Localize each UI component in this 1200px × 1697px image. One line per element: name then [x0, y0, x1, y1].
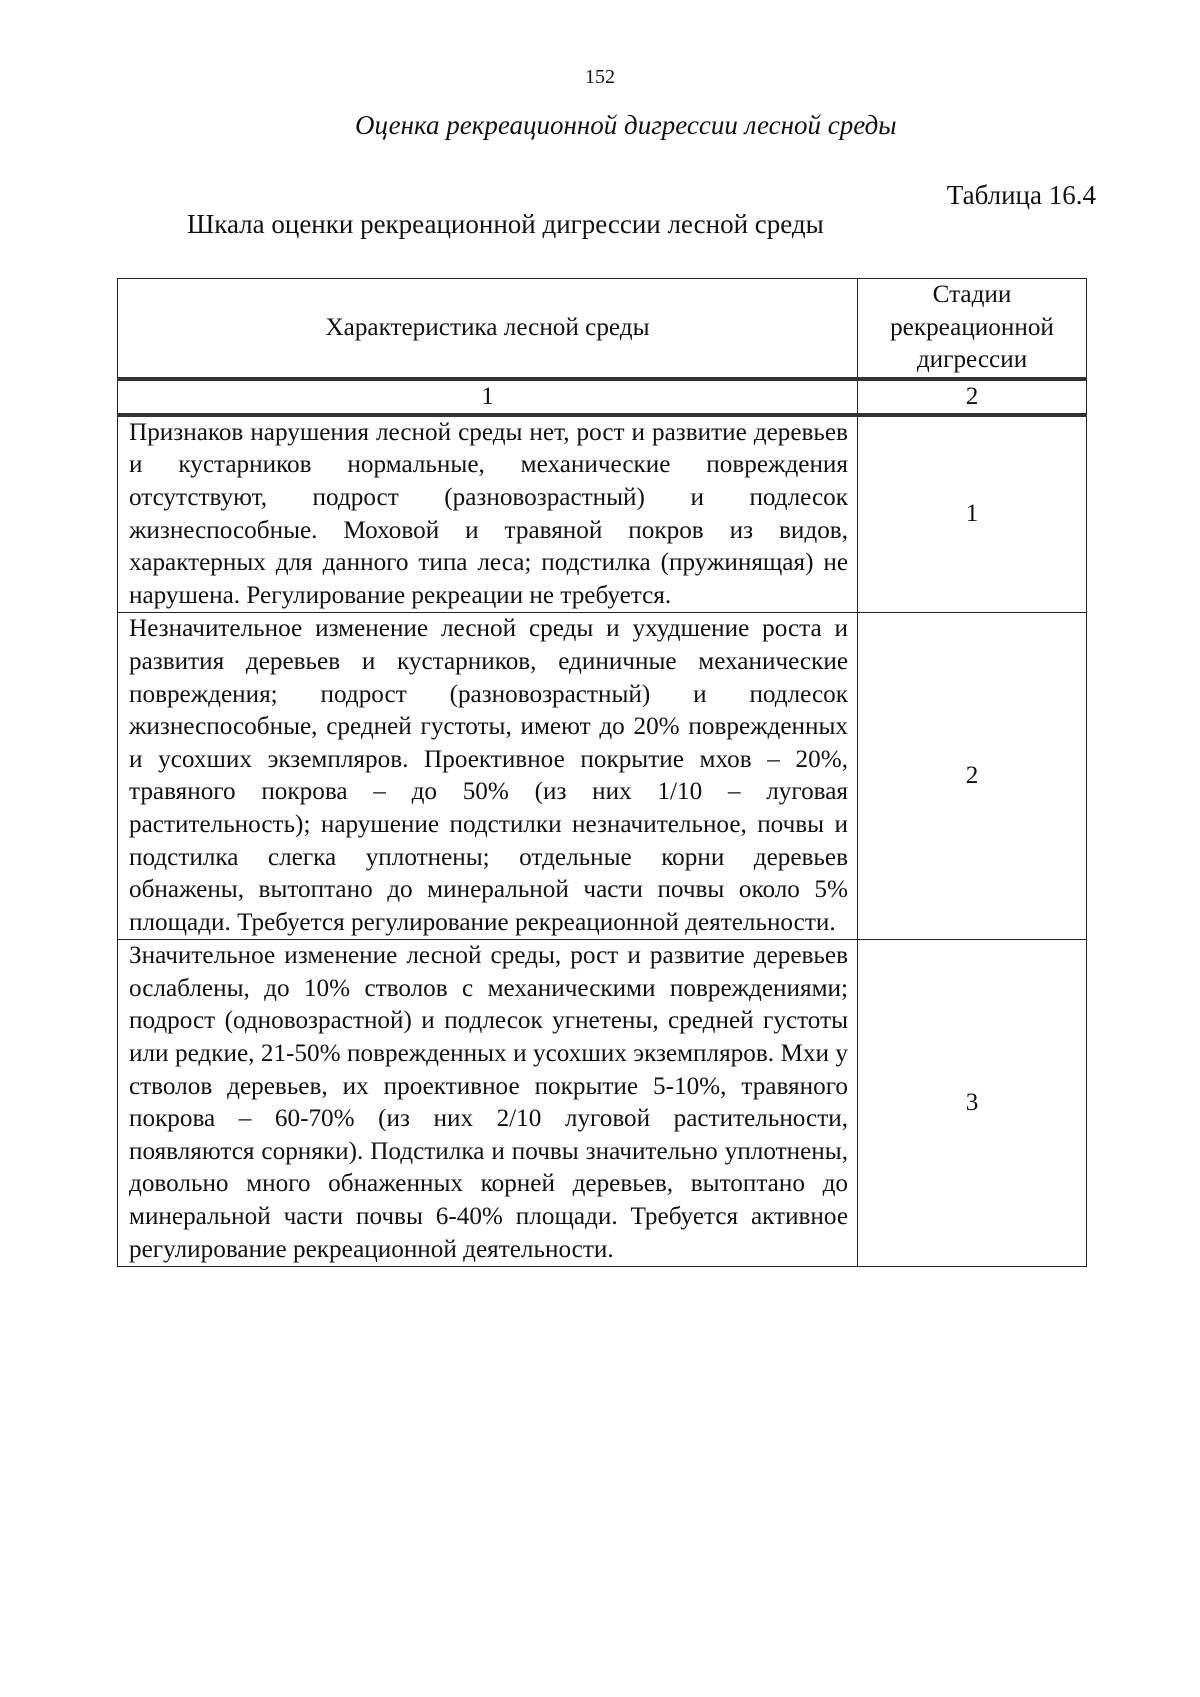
column-header-characteristic: Характеристика лесной среды — [118, 279, 858, 379]
page-number: 152 — [585, 66, 615, 88]
column-header-stages: Стадии рекреационной дигрессии — [858, 279, 1087, 379]
column-number-row — [118, 379, 1087, 415]
table-header-row — [118, 279, 1087, 379]
forest-description-cell: Признаков нарушения лесной среды нет, рост и развитие деревьев и кустарников нормальные, механические повреждения отсутствуют, подрост (разновозрастный) и подлесок жизнеспособные. Моховой и травяной покров из видов, характерных для данного типа леса; подстилка (пружинящая) не нарушена. Регулирование рекреации не требуется. — [118, 415, 858, 613]
table-title: Шкала оценки рекреационной дигрессии лесной среды — [187, 209, 824, 239]
column-number: 2 — [858, 379, 1087, 415]
table-label: Таблица 16.4 — [946, 180, 1096, 210]
forest-description-cell: Значительное изменение лесной среды, рост и развитие деревьев ослаблены, до 10% стволов с механическими повреждениями; подрост (одновозрастной) и подлесок угнетены, средней густоты или редкие, 21-50% поврежденных и усохших экземпляров. Мхи у стволов деревьев, их проективное покрытие 5-10%, травяного покрова – 60-70% (из них 2/10 луговой растительности, появляются сорняки). Подстилка и почвы значительно уплотнены, довольно много обнаженных корней деревьев, вытоптано до минеральной части почвы 6-40% площади. Требуется активное регулирование рекреационной деятельности. — [118, 940, 858, 1267]
stage-cell: 1 — [858, 415, 1087, 613]
running-header: Оценка рекреационной дигрессии лесной среды — [355, 110, 897, 140]
forest-description-cell: Незначительное изменение лесной среды и ухудшение роста и развития деревьев и кустарников, единичные механические повреждения; подрост (разновозрастный) и подлесок жизнеспособные, средней густоты, имеют до 20% поврежденных и усохших экземпляров. Проективное покрытие мхов – 20%, травяного покрова – до 50% (из них 1/10 – луговая растительность); нарушение подстилки незначительное, почвы и подстилка слегка уплотнены; отдельные корни деревьев обнажены, вытоптано до минеральной части почвы около 5% площади. Требуется регулирование рекреационной деятельности. — [118, 613, 858, 940]
column-number: 1 — [118, 379, 858, 415]
table-row — [118, 415, 1087, 613]
table-row — [118, 940, 1087, 1267]
table-row — [118, 613, 1087, 940]
digression-scale-table — [117, 278, 1087, 1267]
stage-cell: 2 — [858, 613, 1087, 940]
stage-cell: 3 — [858, 940, 1087, 1267]
